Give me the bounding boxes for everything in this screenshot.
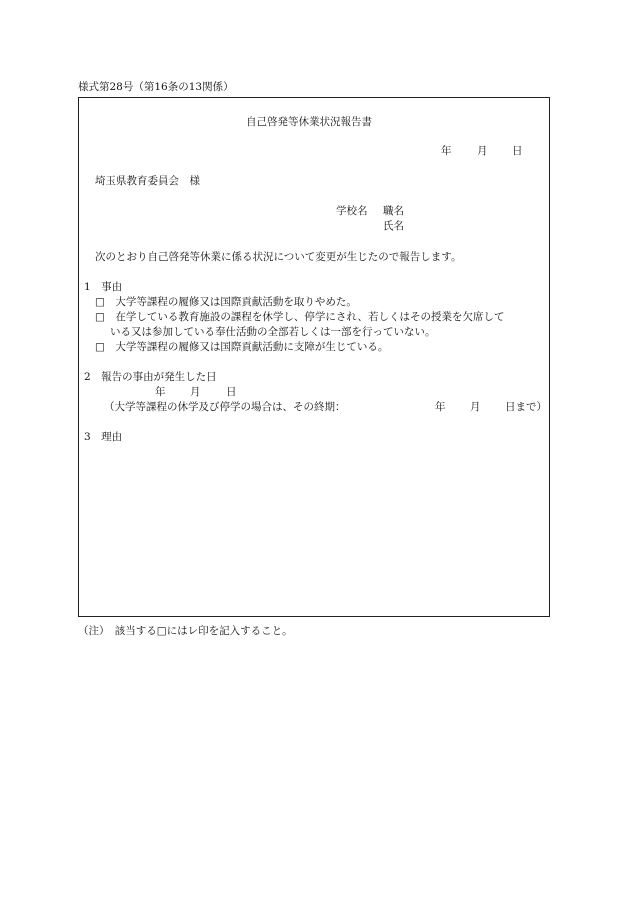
occurrence-month: 月	[190, 386, 201, 398]
footnote: （注） 該当する□にはレ印を記入すること。	[78, 625, 293, 637]
school-label: 学校名	[336, 205, 368, 217]
position-label: 職名	[383, 205, 404, 217]
end-year: 年	[435, 401, 446, 413]
checkbox-item-3: □ 大学等課程の履修又は国際貢献活動に支障が生じている。	[95, 341, 389, 353]
section-1-heading: 1 事由	[84, 281, 123, 293]
checkbox-item-2: □ 在学している教育施設の課程を休学し、停学にされ、若しくはその授業を欠席して	[95, 311, 505, 323]
intro-text: 次のとおり自己啓発等休業に係る状況について変更が生じたので報告します。	[95, 251, 462, 263]
date-month: 月	[477, 145, 488, 157]
end-period-prefix: （大学等課程の休学及び停学の場合は、その終期：	[104, 401, 346, 413]
checkbox-item-1: □ 大学等課程の履修又は国際貢献活動を取りやめた。	[95, 296, 357, 308]
date-year: 年	[441, 145, 452, 157]
occurrence-day: 日	[226, 386, 237, 398]
date-day: 日	[512, 145, 523, 157]
addressee: 埼玉県教育委員会 様	[95, 175, 200, 187]
name-label: 氏名	[383, 220, 404, 232]
end-month: 月	[470, 401, 481, 413]
checkbox-item-2-continued: いる又は参加している奉仕活動の全部若しくは一部を行っていない。	[110, 326, 436, 338]
form-number: 様式第28号（第16条の13関係）	[78, 81, 234, 93]
occurrence-year: 年	[155, 386, 166, 398]
document-title: 自己啓発等休業状況報告書	[246, 116, 372, 128]
end-day: 日まで）	[505, 401, 547, 413]
section-3-heading: 3 理由	[84, 431, 123, 443]
section-2-heading: 2 報告の事由が発生した日	[84, 371, 217, 383]
